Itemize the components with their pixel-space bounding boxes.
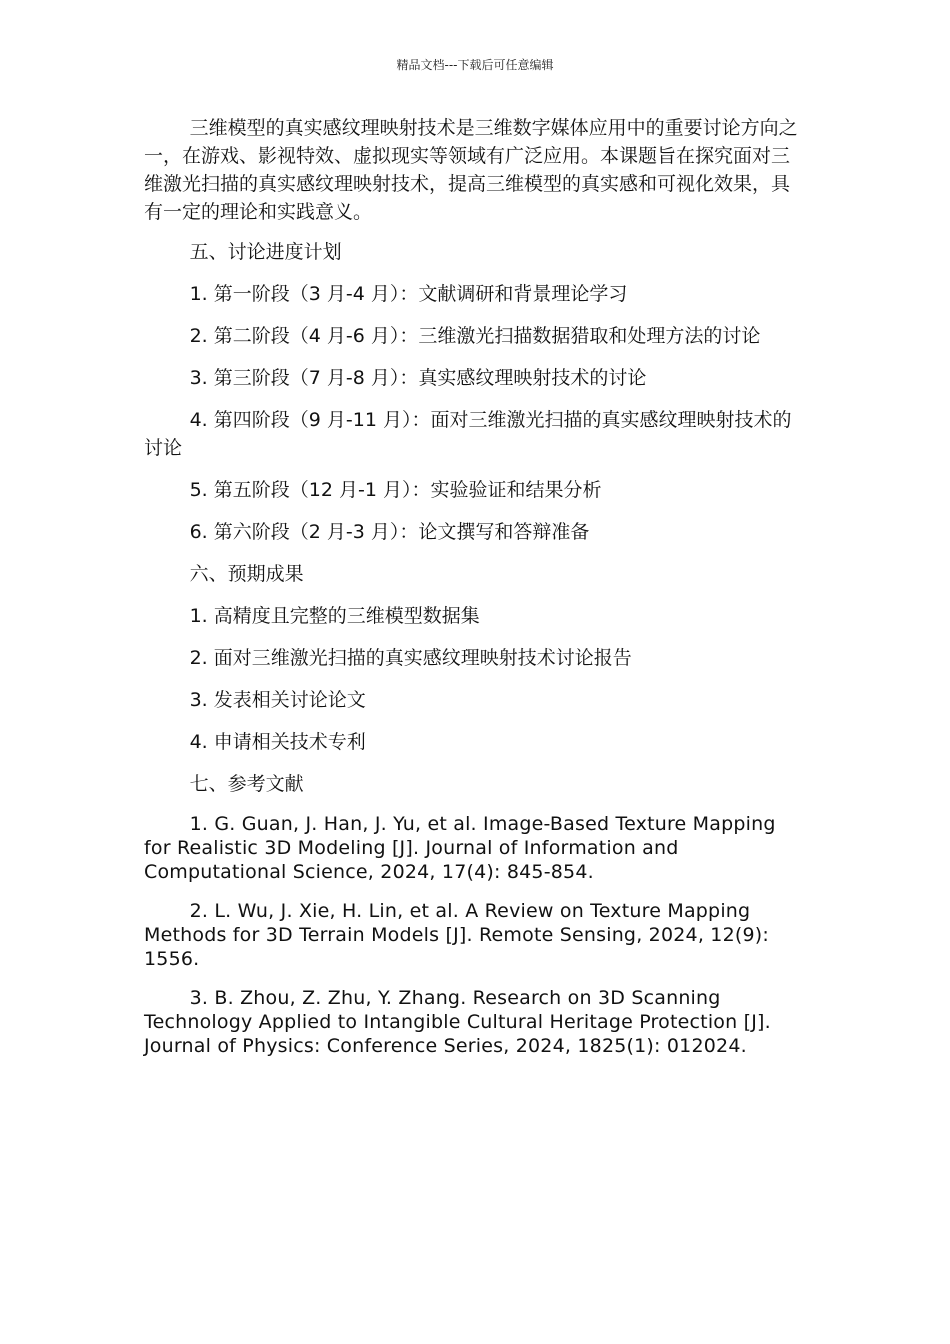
schedule-item-3: 3. 第三阶段（7 月-8 月）：真实感纹理映射技术的讨论 [189,367,647,389]
outcome-item-3: 3. 发表相关讨论论文 [189,689,366,711]
section-6-heading: 六、预期成果 [189,563,304,585]
outcome-item-1: 1. 高精度且完整的三维模型数据集 [189,605,480,627]
schedule-item-2: 2. 第二阶段（4 月-6 月）：三维激光扫描数据猎取和处理方法的讨论 [189,325,761,347]
document-body [144,114,800,1073]
schedule-item-5: 5. 第五阶段（12 月-1 月）：实验验证和结果分析 [189,479,602,501]
outcome-item-4: 4. 申请相关技术专利 [189,731,366,753]
reference-2: 2. L. Wu, J. Xie, H. Lin, et al. A Review on Texture Mapping Methods for 3D Terrain Models [J]. Remote Sensing, 2024, 12(9): 1556. [144,900,769,970]
schedule-item-4: 4. 第四阶段（9 月-11 月）：面对三维激光扫描的真实感纹理映射技术的讨论 [144,409,792,459]
section-5-heading: 五、讨论进度计划 [189,241,342,263]
schedule-item-6: 6. 第六阶段（2 月-3 月）：论文撰写和答辩准备 [189,521,590,543]
intro-paragraph: 三维模型的真实感纹理映射技术是三维数字媒体应用中的重要讨论方向之一，在游戏、影视特效、虚拟现实等领域有广泛应用。本课题旨在探究面对三维激光扫描的真实感纹理映射技术，提高三维模型的真实感和可视化效果，具有一定的理论和实践意义。 [144,117,798,223]
reference-1: 1. G. Guan, J. Han, J. Yu, et al. Image-Based Texture Mapping for Realistic 3D Modeling [J]. Journal of Information and Computational Science, 2024, 17(4): 845-854. [144,813,776,883]
page-header: 精品文档---下载后可任意编辑 [396,58,554,72]
outcome-item-2: 2. 面对三维激光扫描的真实感纹理映射技术讨论报告 [189,647,632,669]
reference-3: 3. B. Zhou, Z. Zhu, Y. Zhang. Research on 3D Scanning Technology Applied to Intangible Cultural Heritage Protection [J]. Journal of Physics: Conference Series, 2024, 1825(1): 012024. [144,987,771,1057]
schedule-item-1: 1. 第一阶段（3 月-4 月）：文献调研和背景理论学习 [189,283,628,305]
section-7-heading: 七、参考文献 [189,773,304,795]
